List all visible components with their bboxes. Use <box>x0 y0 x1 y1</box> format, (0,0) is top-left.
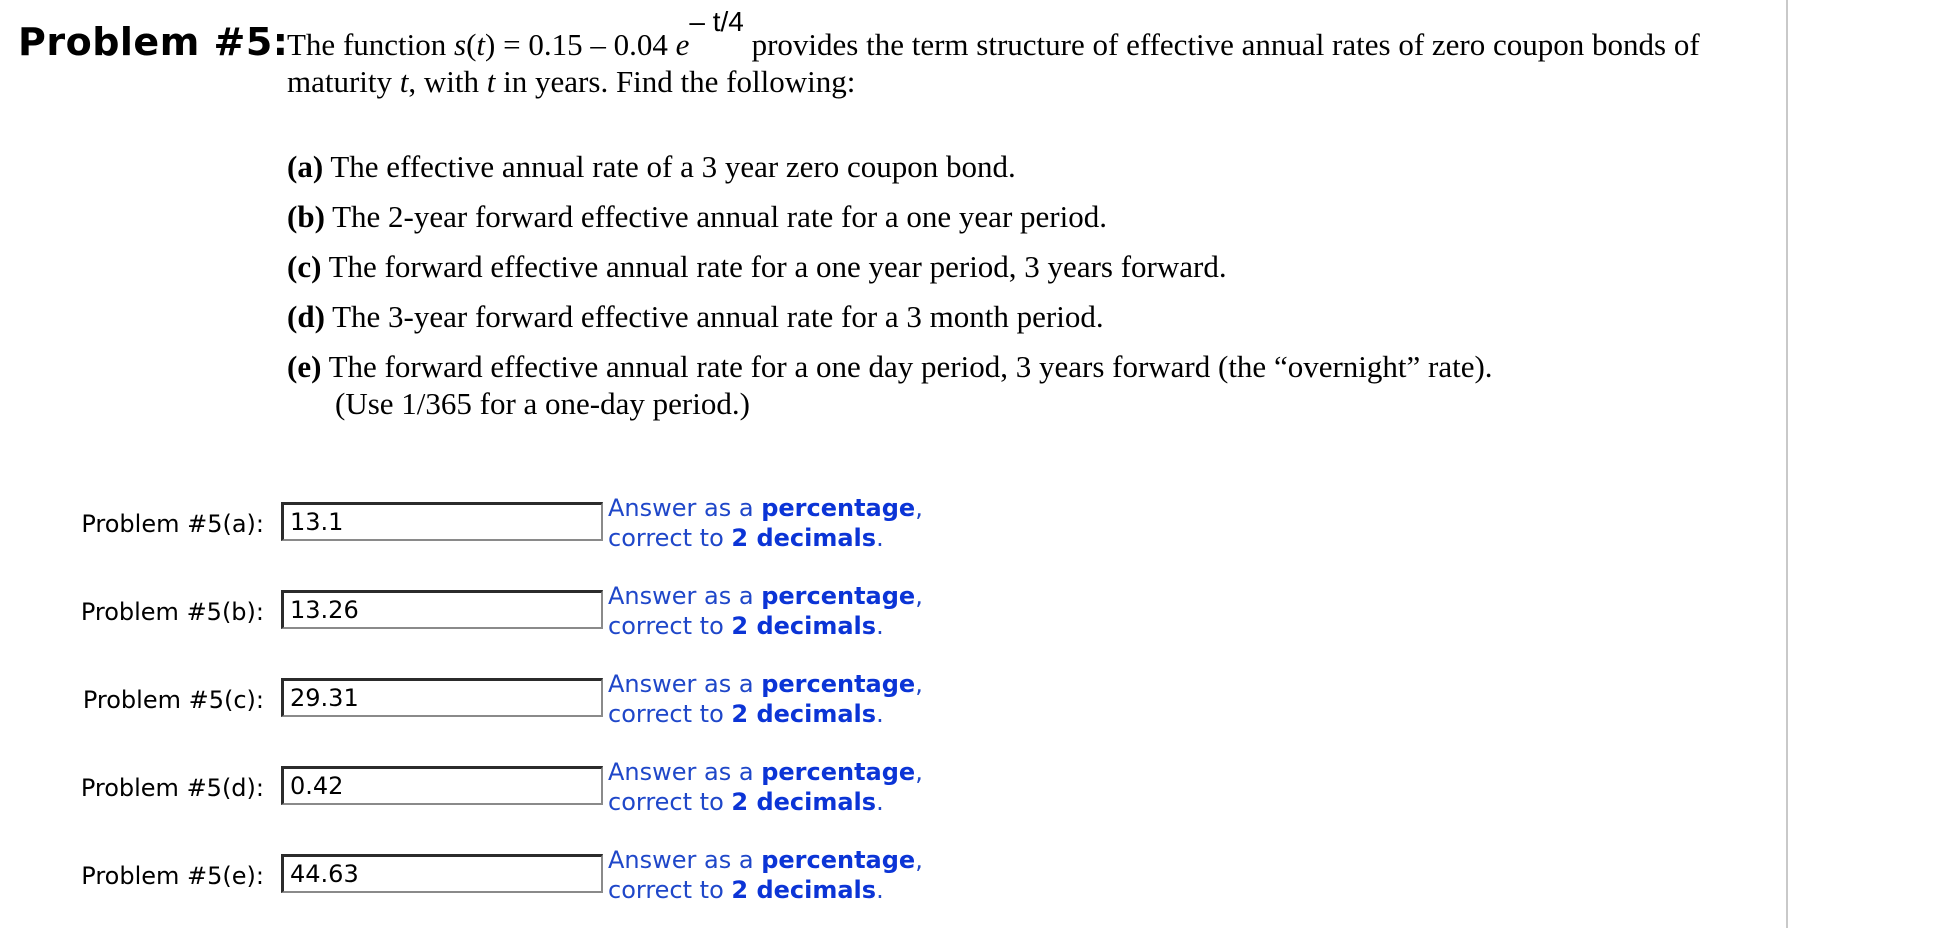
answer-row-c <box>0 670 1000 762</box>
right-divider <box>1786 0 1788 928</box>
answer-input-e[interactable] <box>281 854 603 893</box>
answer-input-b[interactable] <box>281 590 603 629</box>
answer-input-c[interactable] <box>281 678 603 717</box>
problem-statement <box>287 6 1767 100</box>
answer-label-e: Problem #5(e): <box>81 862 264 890</box>
answer-label-b: Problem #5(b): <box>80 598 264 626</box>
answer-input-a[interactable] <box>281 502 603 541</box>
exponent: – t/4 <box>689 6 744 37</box>
answer-input-d[interactable] <box>281 766 603 805</box>
answer-row-e <box>0 846 1000 938</box>
function-argument: (t) <box>466 27 496 62</box>
part-e-note: (Use 1/365 for a one-day period.) <box>335 386 750 421</box>
answer-row-a <box>0 494 1000 586</box>
part-c: (c) The forward effective annual rate for a one year period, 3 years forward. <box>287 249 1227 284</box>
answer-form <box>0 494 1000 938</box>
answer-hint-d: Answer as a percentage, correct to 2 decimals. <box>608 758 923 816</box>
part-d: (d) The 3-year forward effective annual rate for a 3 month period. <box>287 299 1104 334</box>
part-e: (e) The forward effective annual rate for a one day period, 3 years forward (the “overnight” rate). (Use 1/365 for a one-day period.) <box>287 348 1767 422</box>
answer-label-d: Problem #5(d): <box>80 774 264 802</box>
answer-label-c: Problem #5(c): <box>82 686 264 714</box>
statement-line-2: maturity t, with t in years. Find the following: <box>287 64 856 99</box>
answer-hint-a: Answer as a percentage, correct to 2 decimals. <box>608 494 923 552</box>
statement-line-1: The function s(t) = 0.15 – 0.04 $e^{- t/4}$ provides the term structure of effective annual rates of zero coupon bonds of <box>287 6 1700 62</box>
problem-heading: Problem #5: <box>18 20 289 64</box>
answer-label-a: Problem #5(a): <box>81 510 264 538</box>
answer-hint-b: Answer as a percentage, correct to 2 decimals. <box>608 582 923 640</box>
answer-hint-e: Answer as a percentage, correct to 2 decimals. <box>608 846 923 904</box>
part-a: (a) The effective annual rate of a 3 year zero coupon bond. <box>287 149 1016 184</box>
part-b: (b) The 2-year forward effective annual rate for a one year period. <box>287 199 1107 234</box>
answer-row-b <box>0 582 1000 674</box>
answer-hint-c: Answer as a percentage, correct to 2 decimals. <box>608 670 923 728</box>
problem-parts-list <box>287 148 1767 435</box>
answer-row-d <box>0 758 1000 850</box>
